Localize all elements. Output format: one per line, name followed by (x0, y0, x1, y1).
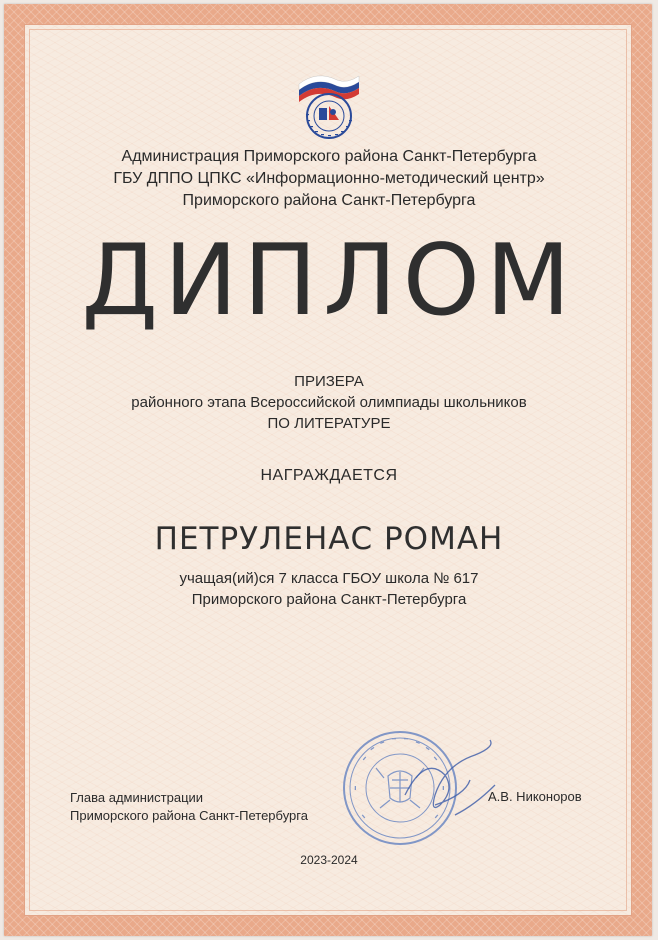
recipient-district: Приморского района Санкт-Петербурга (191, 591, 467, 608)
recipient-school: учащая(ий)ся 7 класса ГБОУ школа № 617 (179, 570, 479, 587)
organization-block (0, 146, 658, 212)
organization-line: Приморского района Санкт-Петербурга (182, 192, 476, 209)
awarded-label: НАГРАЖДАЕТСЯ (260, 467, 398, 484)
organization-line: Администрация Приморского района Санкт-Петербурга (121, 148, 537, 165)
olympiad-emblem-icon (289, 66, 369, 146)
competition-name: районного этапа Всероссийской олимпиады школьников (131, 394, 527, 411)
signer-position-line: Приморского района Санкт-Петербурга (70, 808, 308, 823)
competition-subject: ПО ЛИТЕРАТУРЕ (267, 415, 391, 432)
signer-name: А.В. Никоноров (488, 789, 582, 804)
award-rank: ПРИЗЕРА (294, 373, 364, 390)
recipient-name: ПЕТРУЛЕНАС РОМАН (154, 521, 504, 557)
recipient-details (0, 568, 658, 610)
academic-year: 2023-2024 (300, 853, 358, 867)
diploma-title: ДИПЛОМ (81, 224, 577, 338)
signer-position-line: Глава администрации (70, 790, 204, 805)
handwritten-signature-icon (395, 735, 505, 835)
organization-line: ГБУ ДППО ЦПКС «Информационно-методический центр» (113, 170, 545, 187)
signer-position (70, 789, 308, 825)
award-subject (0, 371, 658, 434)
